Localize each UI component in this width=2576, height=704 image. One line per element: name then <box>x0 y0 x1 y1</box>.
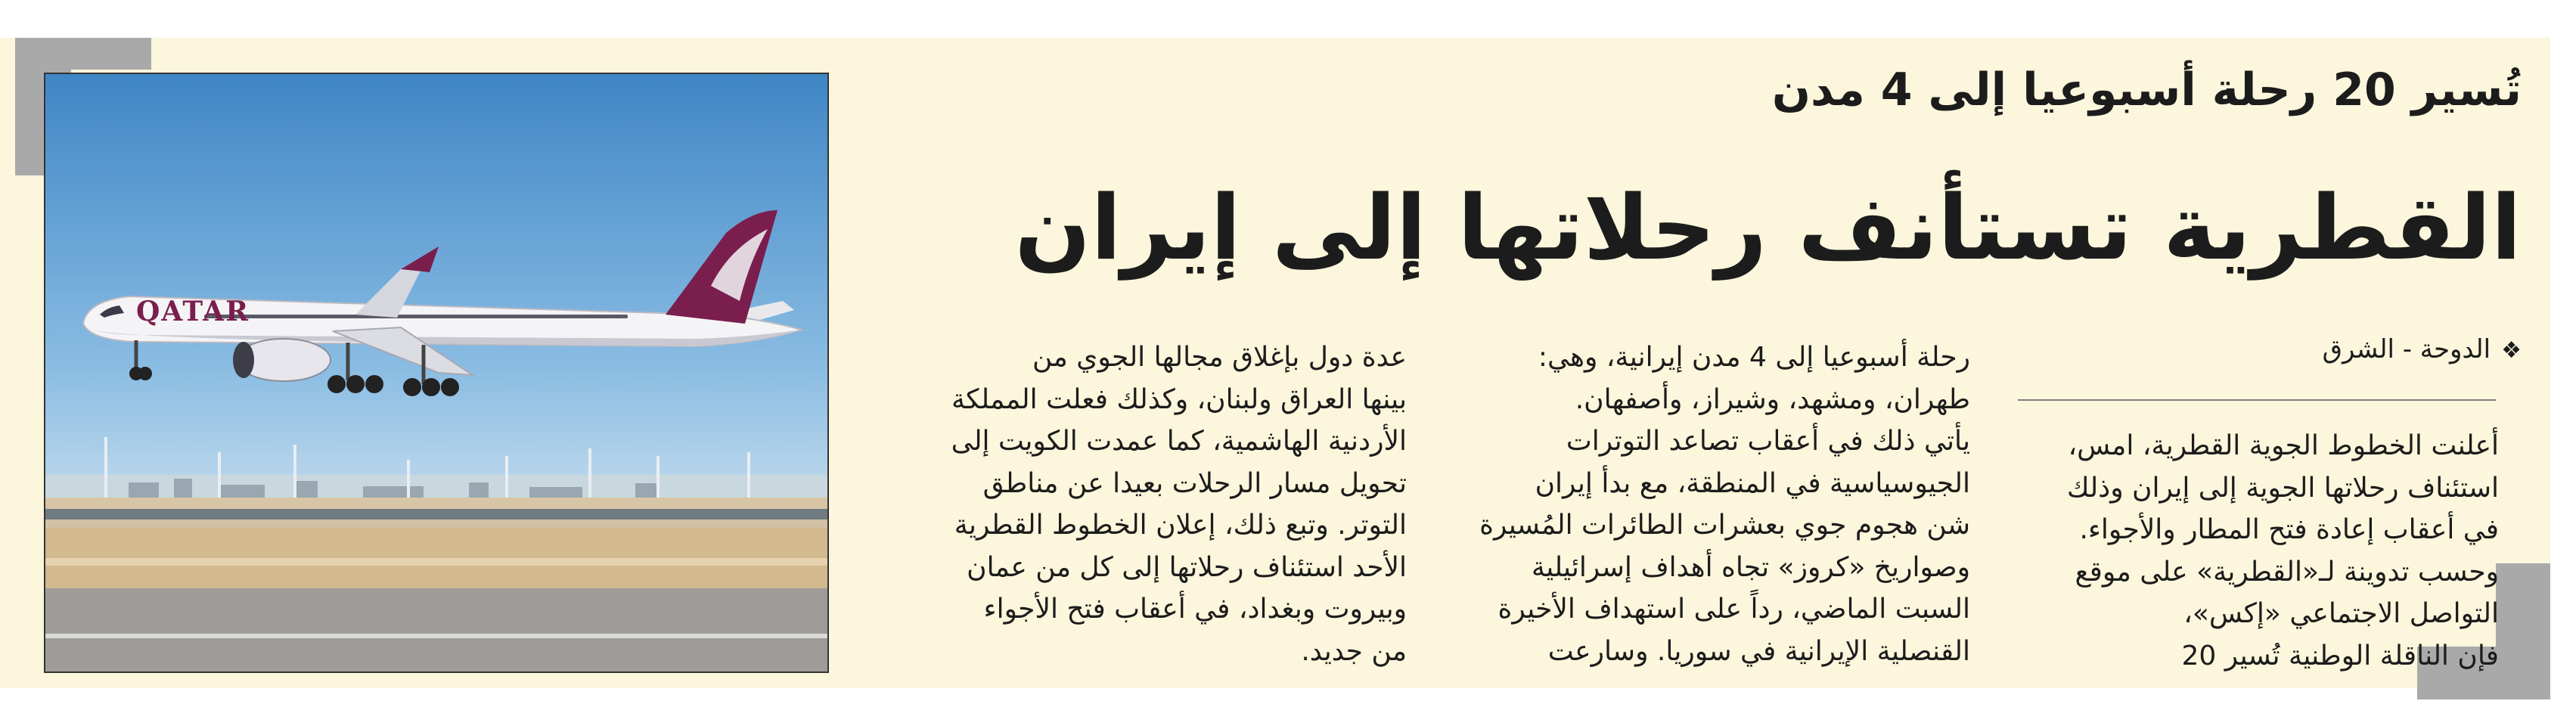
column-line: رحلة أسبوعيا إلى 4 مدن إيرانية، وهي: <box>1538 342 1970 373</box>
column-line: استئناف رحلاتها الجوية إلى إيران وذلك <box>2066 472 2499 504</box>
article-column-1 <box>2010 425 2499 677</box>
airplane-fuselage-lettering: QATAR <box>136 296 250 327</box>
ornament-diamond-icon: ❖ <box>2501 337 2522 364</box>
column-line: أعلنت الخطوط الجوية القطرية، امس، <box>2068 430 2499 461</box>
article-column-3 <box>877 336 1407 672</box>
dateline-text: الدوحة - الشرق <box>2322 334 2491 364</box>
column-line: شن هجوم جوي بعشرات الطائرات المُسيرة <box>1479 510 1970 541</box>
column-line: الأردنية الهاشمية، كما عمدت الكويت إلى <box>951 426 1407 457</box>
airplane-photo <box>44 73 829 673</box>
column-line: القنصلية الإيرانية في سوريا. وسارعت <box>1547 635 1970 667</box>
column-line: طهران، ومشهد، وشيراز، وأصفهان. <box>1575 383 1970 415</box>
column-line: يأتي ذلك في أعقاب تصاعد التوترات <box>1566 426 1970 457</box>
article-column-2 <box>1441 336 1970 672</box>
column-line: وصواريخ «كروز» تجاه أهداف إسرائيلية <box>1531 551 1970 583</box>
column-line: السبت الماضي، رداً على استهداف الأخيرة <box>1497 594 1970 625</box>
column-line: الجيوسياسية في المنطقة، مع بدأ إيران <box>1535 467 1970 499</box>
column-line: بينها العراق ولبنان، وكذلك فعلت المملكة <box>951 383 1407 415</box>
column-line: وبيروت وبغداد، في أعقاب فتح الأجواء <box>983 594 1407 625</box>
column-line: وحسب تدوينة لـ«القطرية» على موقع <box>2075 556 2499 588</box>
column-line: عدة دول بإغلاق مجالها الجوي من <box>1032 342 1407 373</box>
column-line: فإن الناقلة الوطنية تُسير 20 <box>2181 640 2499 671</box>
column-line: في أعقاب إعادة فتح المطار والأجواء. <box>2079 514 2499 545</box>
column-line: تحويل مسار الرحلات بعيدا عن مناطق <box>982 467 1407 499</box>
article-headline: القطرية تستأنف رحلاتها إلى إيران <box>1014 175 2522 280</box>
column-line: التواصل الاجتماعي «إكس»، <box>2183 598 2499 629</box>
column-line: الأحد استئناف رحلاتها إلى كل من عمان <box>967 551 1407 583</box>
corner-mark-bottom-right-vertical <box>2496 563 2550 699</box>
column-line: من جديد. <box>1301 635 1407 667</box>
column-line: التوتر. وتبع ذلك، إعلان الخطوط القطرية <box>954 510 1407 541</box>
dateline-divider <box>2018 399 2496 401</box>
article-subtitle: تُسير 20 رحلة أسبوعيا إلى 4 مدن <box>1771 64 2522 116</box>
article-dateline <box>2068 334 2522 364</box>
